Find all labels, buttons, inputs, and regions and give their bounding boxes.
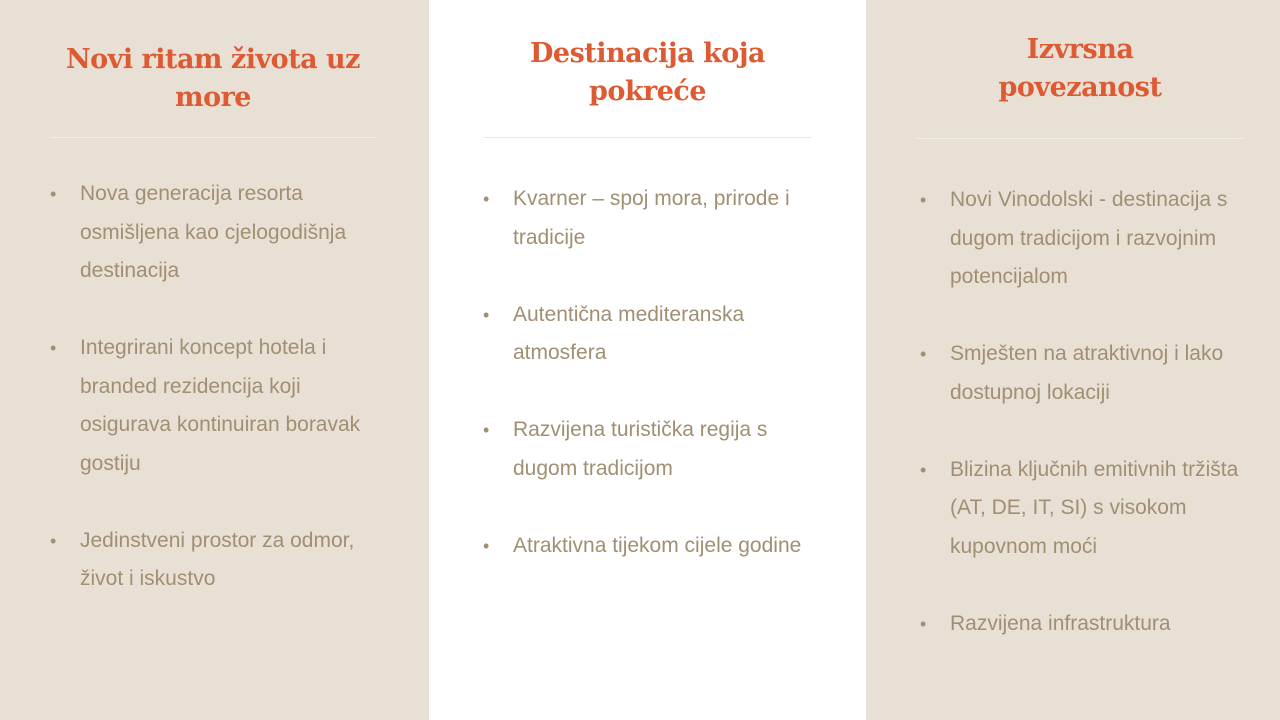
column-title-line: more <box>175 82 251 113</box>
bullet-icon: • <box>50 338 57 358</box>
list-item <box>920 181 1270 297</box>
list-item-text: Novi Vinodolski - destinacija s dugom tradicijom i razvojnim potencijalom <box>950 188 1228 288</box>
column-title-line: Novi ritam života uz <box>65 44 361 75</box>
title-divider <box>483 137 812 138</box>
bullet-icon: • <box>920 459 927 480</box>
column-connectivity <box>866 0 1280 720</box>
column-new-rhythm <box>0 0 429 720</box>
column-destination <box>429 0 866 720</box>
list-item-text: Nova generacija resorta osmišljena kao cjelogodišnja destinacija <box>80 182 347 282</box>
column-title-line: Destinacija koja <box>530 38 765 69</box>
list-item <box>50 522 380 599</box>
column-title <box>50 41 376 117</box>
list-item-text: Autentična mediteranska atmosfera <box>513 302 745 364</box>
list-item <box>920 335 1270 412</box>
bullet-list <box>483 180 813 565</box>
list-item <box>920 451 1270 567</box>
list-item <box>920 605 1270 644</box>
bullet-icon: • <box>920 190 927 210</box>
list-item-text: Atraktivna tijekom cijele godine <box>513 533 802 557</box>
bullet-icon: • <box>50 184 57 204</box>
bullet-icon: • <box>483 304 490 325</box>
column-title-line: pokreće <box>588 76 707 107</box>
bullet-icon: • <box>920 344 927 364</box>
column-title <box>916 31 1244 107</box>
bullet-list <box>50 175 380 599</box>
list-item-text: Kvarner – spoj mora, prirode i tradicije <box>513 187 790 249</box>
list-item <box>483 527 813 566</box>
column-title-line: povezanost <box>998 72 1162 103</box>
list-item-text: Razvijena turistička regija s dugom tradicijom <box>513 418 768 480</box>
bullet-icon: • <box>483 420 490 440</box>
column-title <box>483 35 812 111</box>
list-item <box>50 329 380 483</box>
list-item <box>50 175 380 291</box>
column-title-line: Izvrsna <box>1026 34 1134 65</box>
list-item-text: Blizina ključnih emitivnih tržišta (AT, DE, IT, SI) s visokom kupovnom moći <box>950 457 1239 558</box>
list-item <box>483 296 813 373</box>
bullet-icon: • <box>920 613 927 634</box>
title-divider <box>916 138 1244 139</box>
list-item-text: Razvijena infrastruktura <box>950 611 1171 635</box>
list-item-text: Jedinstveni prostor za odmor, život i iskustvo <box>80 528 355 590</box>
list-item <box>483 411 813 488</box>
title-divider <box>50 137 376 138</box>
bullet-icon: • <box>483 189 490 209</box>
bullet-list <box>920 181 1270 643</box>
list-item-text: Smješten na atraktivnoj i lako dostupnoj lokaciji <box>950 342 1224 404</box>
list-item-text: Integrirani koncept hotela i branded rezidencija koji osigurava kontinuiran boravak gostiju <box>80 336 361 475</box>
list-item <box>483 180 813 257</box>
bullet-icon: • <box>483 535 490 556</box>
bullet-icon: • <box>50 530 57 551</box>
